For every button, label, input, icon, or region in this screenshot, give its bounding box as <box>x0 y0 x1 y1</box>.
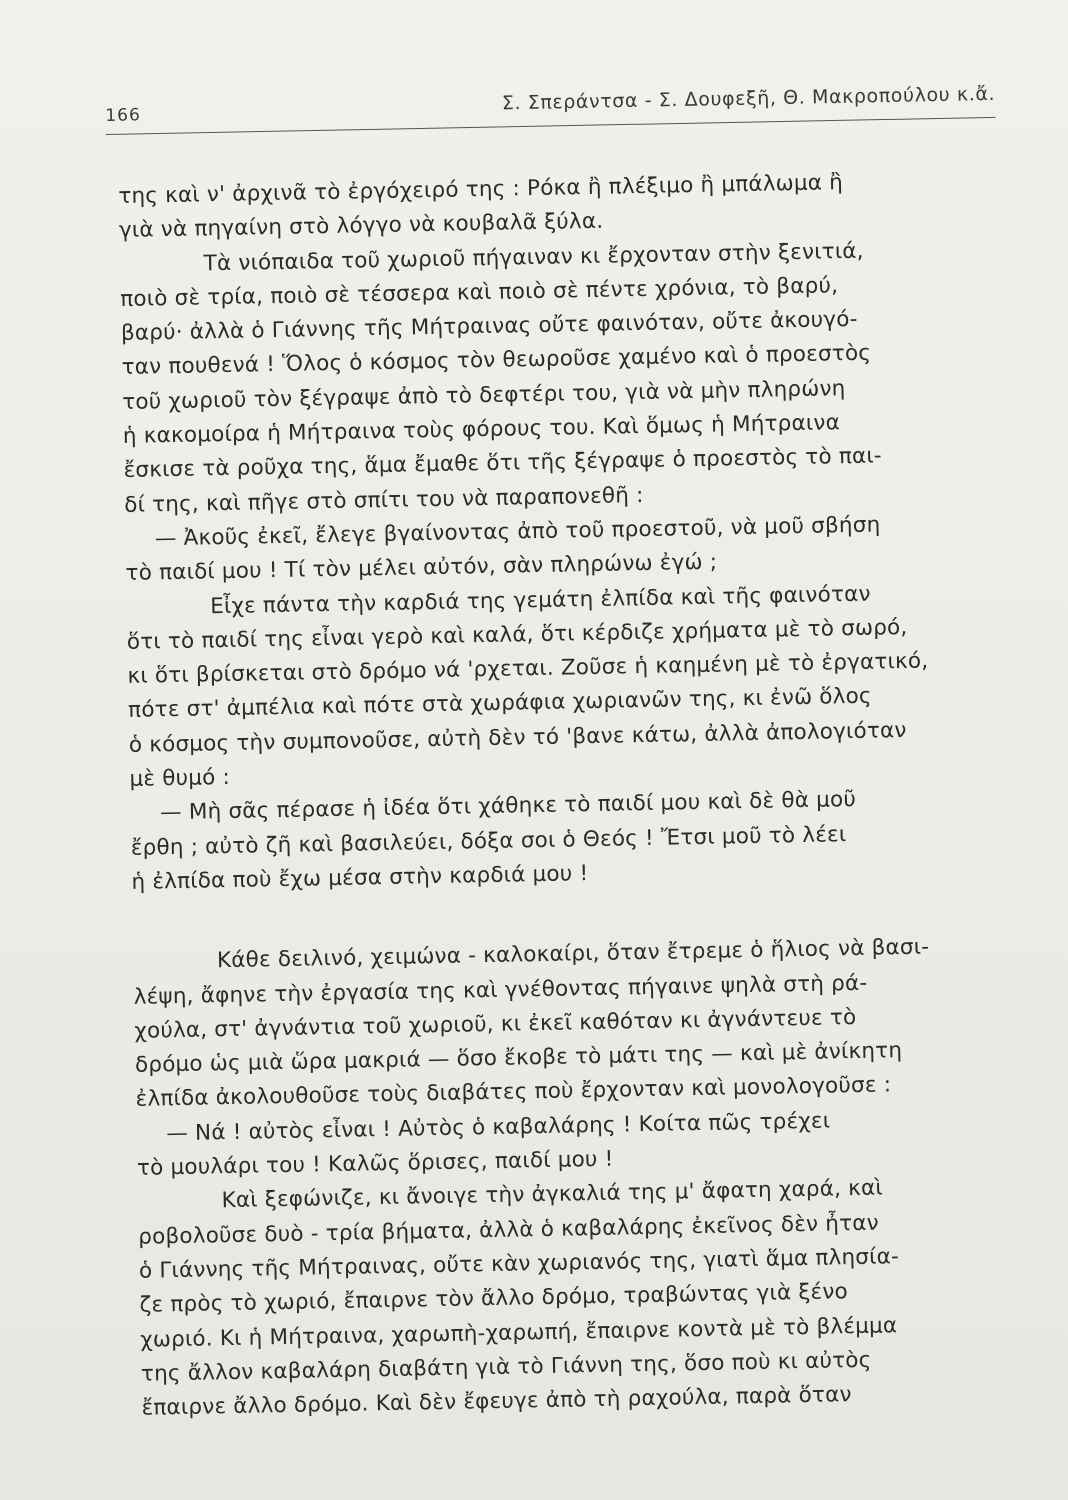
text-line: κι ὅτι βρίσκεται στὸ δρόμο νά 'ρχεται. Ζοῦσε ἡ καημένη μὲ τὸ ἐργατικό, <box>127 648 929 690</box>
text-line: ὁ Γιάννης τῆς Μήτραινας, οὔτε κὰν χωριανός της, γιατὶ ἅμα πλησία- <box>138 1244 900 1284</box>
text-line: ὁ κόσμος τὴν συμπονοῦσε, αὐτὴ δὲν τό 'βανε κάτω, ἀλλὰ ἀπολογιόταν <box>128 717 907 758</box>
text-line: ποιὸ σὲ τρία, ποιὸ σὲ τέσσερα καὶ ποιὸ σὲ πέντε χρόνια, τὸ βαρύ, <box>120 273 839 312</box>
page-header <box>105 79 996 136</box>
text-line: — Μὴ σᾶς πέρασε ἡ ἰδέα ὅτι χάθηκε τὸ παιδί μου καὶ δὲ θὰ μοῦ <box>159 787 857 826</box>
text-line: ροβολοῦσε δυὸ - τρία βήματα, ἀλλὰ ὁ καβαλάρης ἐκεῖνος δὲν ἦταν <box>138 1210 880 1250</box>
text-line: ζε πρὸς τὸ χωριό, ἔπαιρνε τὸν ἄλλο δρόμο, τραβώντας γιὰ ξένο <box>139 1279 849 1318</box>
text-line: ἔρθη ; αὐτὸ ζῆ καὶ βασιλεύει, δόξα σοι ὁ Θεός ! Ἔτσι μοῦ τὸ λέει <box>130 821 847 861</box>
text-line: δρόμο ὡς μιὰ ὥρα μακριά — ὅσο ἔκοβε τὸ μάτι της — καὶ μὲ ἀνίκητη <box>134 1038 903 1078</box>
text-line: πότε στ' ἀμπέλια καὶ πότε στὰ χωράφια χωριανῶν της, κι ἐνῶ ὅλος <box>127 684 873 724</box>
paragraph <box>133 929 1036 1118</box>
text-line: της ἄλλον καβαλάρη διαβάτη γιὰ τὸ Γιάννη της, ὅσο ποὺ κι αὐτὸς <box>140 1347 872 1387</box>
page-number: 166 <box>105 105 142 126</box>
text-line: λέψη, ἄφηνε τὴν ἐργασία της καὶ γνέθοντας πήγαινε ψηλὰ στὴ ρά- <box>133 970 868 1010</box>
text-line: δί της, καὶ πῆγε στὸ σπίτι του νὰ παραπονεθῆ : <box>124 482 644 518</box>
text-line: ὅτι τὸ παιδί της εἶναι γερὸ καὶ καλά, ὅτι κέρδιζε χρήματα μὲ τὸ σωρό, <box>126 614 908 655</box>
text-line: ταν πουθενά ! Ὅλος ὁ κόσμος τὸν θεωροῦσε χαμένο καὶ ὁ προεστὸς <box>121 341 872 381</box>
paragraph <box>126 574 1030 797</box>
running-head: Σ. Σπεράντσα - Σ. Δουφεξῆ, Θ. Μακροπούλου κ.ἄ. <box>501 82 996 115</box>
text-line: ἡ ἐλπίδα ποὺ ἔχω μέσα στὴν καρδιά μου ! <box>131 861 589 895</box>
text-line: — Νά ! αὐτὸς εἶναι ! Αὐτὸς ὁ καβαλάρης ! Κοίτα πῶς τρέχει <box>166 1108 831 1146</box>
text-line: μὲ θυμό : <box>129 765 231 792</box>
text-line: τὸ μουλάρι του ! Καλῶς ὅρισες, παιδί μου ! <box>136 1146 614 1181</box>
text-line: — Ἀκοῦς ἐκεῖ, ἔλεγε βγαίνοντας ἀπὸ τοῦ προεστοῦ, νὰ μοῦ σβήση <box>154 512 881 552</box>
text-line: Εἶχε πάντα τὴν καρδιά της γεμάτη ἐλπίδα καὶ τῆς φαινόταν <box>209 581 871 619</box>
paragraph <box>130 780 1032 900</box>
text-line: Κάθε δειλινό, χειμώνα - καλοκαίρι, ὅταν ἔτρεμε ὁ ἥλιος νὰ βασι- <box>216 934 930 974</box>
text-line: ἔσκισε τὰ ροῦχα της, ἅμα ἔμαθε ὅτι τῆς ξέγραψε ὁ προεστὸς τὸ παι- <box>123 443 883 484</box>
text-line: Τὰ νιόπαιδα τοῦ χωριοῦ πήγαιναν κι ἔρχονταν στὴν ξενιτιά, <box>203 238 864 276</box>
text-line: ἐλπίδα ἀκολουθοῦσε τοὺς διαβάτες ποὺ ἔρχονταν καὶ μονολογοῦσε : <box>135 1072 892 1113</box>
header-rule <box>106 117 996 135</box>
paragraph <box>119 231 1024 523</box>
text-line: βαρύ· ἀλλὰ ὁ Γιάννης τῆς Μήτραινας οὔτε φαινόταν, οὔτε ἀκουγό- <box>120 307 858 347</box>
text-line: γιὰ νὰ πηγαίνη στὸ λόγγο νὰ κουβαλᾶ ξύλα. <box>118 208 604 244</box>
text-line: τοῦ χωριοῦ τὸν ξέγραψε ἀπὸ τὸ δεφτέρι του, γιὰ νὰ μὴν πληρώνη <box>122 375 846 415</box>
text-line: της καὶ ν' ἀρχινᾶ τὸ ἐργόχειρό της : Ρόκα ἢ πλέξιμο ἢ μπάλωμα ἢ <box>118 170 844 209</box>
body-text <box>118 163 1042 1426</box>
text-line: χούλα, στ' ἀγνάντια τοῦ χωριοῦ, κι ἐκεῖ καθόταν κι ἀγνάντευε τὸ <box>134 1004 857 1044</box>
paragraph <box>137 1169 1041 1426</box>
text-line: χωριό. Κι ἡ Μήτραινα, χαρωπὴ-χαρωπή, ἔπαιρνε κοντὰ μὲ τὸ βλέμμα <box>140 1312 898 1353</box>
text-line: τὸ παιδί μου ! Τί τὸν μέλει αὐτόν, σὰν πληρώνω ἐγώ ; <box>125 549 718 587</box>
text-line: ἔπαιρνε ἄλλο δρόμο. Καὶ δὲν ἔφευγε ἀπὸ τὴ ραχούλα, παρὰ ὅταν <box>141 1382 852 1421</box>
text-line: ἡ κακομοίρα ἡ Μήτραινα τοὺς φόρους του. Καὶ ὅμως ἡ Μήτραινα <box>122 410 841 450</box>
text-line: Καὶ ξεφώνιζε, κι ἄνοιγε τὴν ἀγκαλιά της μ' ἄφατη χαρά, καὶ <box>221 1175 884 1214</box>
